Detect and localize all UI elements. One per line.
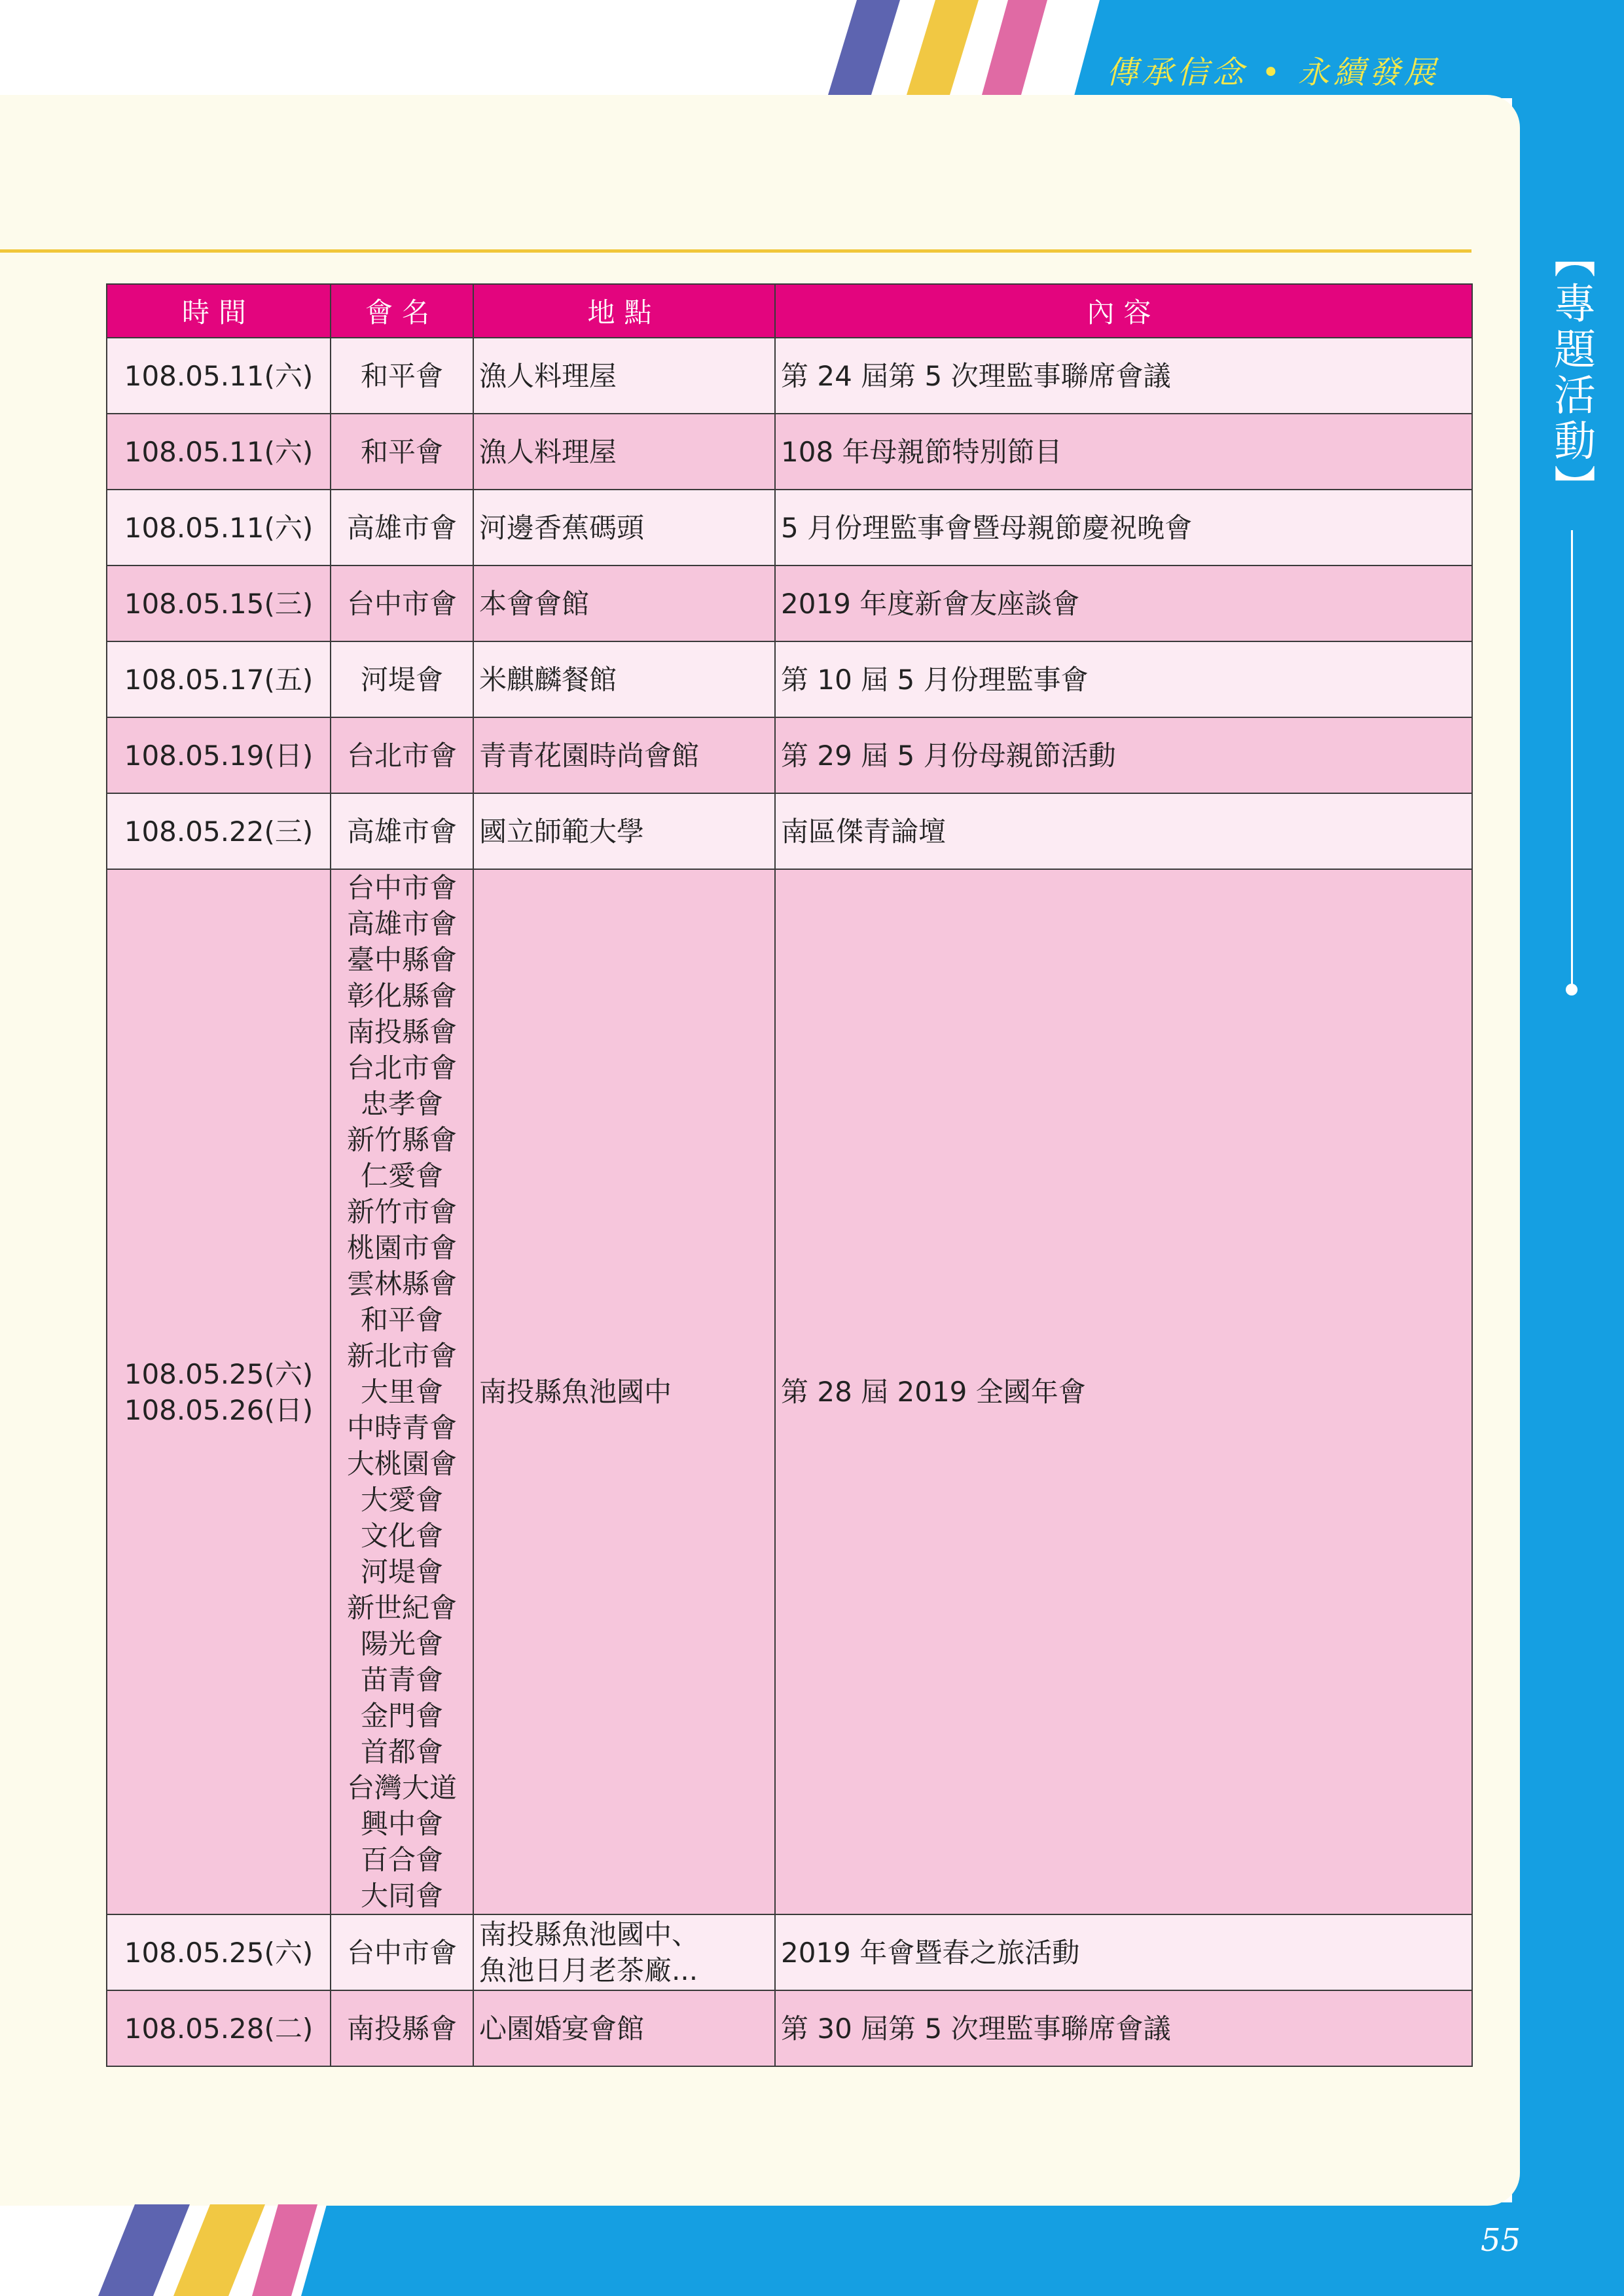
- cell-place-line: 漁人料理屋: [479, 435, 617, 468]
- cell-place-line: 心園婚宴會館: [479, 2012, 645, 2045]
- cell-date: [107, 414, 331, 490]
- cell-org-line: 金門會: [360, 1700, 443, 1732]
- cell-org-line: 台北市會: [346, 1052, 457, 1084]
- cell-org-line: 臺中縣會: [346, 944, 457, 976]
- table-row: [107, 717, 1472, 793]
- cell-org-line: 高雄市會: [346, 815, 457, 848]
- cell-content: 南區傑青論壇: [775, 793, 1472, 869]
- gold-divider: [0, 249, 1471, 253]
- cell-date: [107, 1990, 331, 2066]
- cell-date-line: 108.05.25(六): [124, 1936, 314, 1969]
- cell-date: [107, 565, 331, 641]
- header-place: 地點: [473, 284, 775, 338]
- cell-content: 第 29 屆 5 月份母親節活動: [775, 717, 1472, 793]
- cell-place-line: 南投縣魚池國中: [479, 1376, 672, 1408]
- table-row: [107, 1914, 1472, 1990]
- cell-place-line: 米麒麟餐館: [479, 663, 617, 696]
- cell-date-line: 108.05.19(日): [124, 739, 314, 772]
- cell-org-line: 大同會: [360, 1880, 443, 1912]
- cell-org-line: 高雄市會: [346, 908, 457, 940]
- table-row: [107, 338, 1472, 414]
- cell-org: [331, 717, 473, 793]
- cell-date-line: 108.05.11(六): [124, 511, 314, 544]
- table-row: [107, 869, 1472, 1914]
- cell-date-line: 108.05.17(五): [124, 663, 314, 696]
- decor-stripe-purple-bottom: [98, 2204, 190, 2296]
- cell-place: [473, 869, 775, 1914]
- cell-place: [473, 1990, 775, 2066]
- cell-org-line: 苗青會: [360, 1664, 443, 1696]
- cell-content: 108 年母親節特別節目: [775, 414, 1472, 490]
- cell-org-line: 台中市會: [346, 587, 457, 620]
- cell-org: [331, 565, 473, 641]
- cell-org-line: 新世紀會: [346, 1592, 457, 1624]
- header-org: 會名: [331, 284, 473, 338]
- cell-place: [473, 490, 775, 565]
- cell-date: [107, 641, 331, 717]
- activity-table: [106, 283, 1473, 2067]
- cell-org-line: 南投縣會: [346, 1016, 457, 1048]
- cell-org-line: 和平會: [360, 435, 443, 468]
- header-content: 內容: [775, 284, 1472, 338]
- cell-org-line: 文化會: [360, 1520, 443, 1552]
- section-title: 【專題活動】: [1547, 236, 1595, 511]
- cell-content: 5 月份理監事會暨母親節慶祝晚會: [775, 490, 1472, 565]
- cell-org-line: 台中市會: [346, 872, 457, 904]
- cell-org: [331, 338, 473, 414]
- table-header-row: [107, 284, 1472, 338]
- cell-place: [473, 641, 775, 717]
- cell-place-line: 魚池日月老茶廠...: [479, 1954, 698, 1986]
- cell-org-line: 大里會: [360, 1376, 443, 1408]
- cell-date: [107, 490, 331, 565]
- cell-org-line: 和平會: [360, 359, 443, 392]
- cell-date: [107, 1914, 331, 1990]
- cell-org-line: 新竹市會: [346, 1196, 457, 1228]
- decor-stripe-pink: [982, 0, 1047, 95]
- cell-content: 2019 年會暨春之旅活動: [775, 1914, 1472, 1990]
- cell-org-line: 仁愛會: [360, 1160, 443, 1192]
- decor-stripe-purple: [828, 0, 900, 95]
- table-row: [107, 414, 1472, 490]
- cell-org-line: 新竹縣會: [346, 1124, 457, 1156]
- cell-place-line: 國立師範大學: [479, 815, 645, 848]
- decor-stripe-yellow: [907, 0, 979, 95]
- cell-place-line: 河邊香蕉碼頭: [479, 511, 645, 544]
- side-rule-dot: [1566, 984, 1578, 996]
- page-number: 55: [1481, 2222, 1521, 2259]
- cell-org: [331, 1914, 473, 1990]
- cell-org-line: 台北市會: [346, 739, 457, 772]
- cell-date: [107, 717, 331, 793]
- cell-org: [331, 1990, 473, 2066]
- cell-org-line: 陽光會: [360, 1628, 443, 1660]
- cell-org-line: 新北市會: [346, 1340, 457, 1372]
- cell-content: 第 28 屆 2019 全國年會: [775, 869, 1472, 1914]
- cell-org-line: 高雄市會: [346, 511, 457, 544]
- cell-content: 第 30 屆第 5 次理監事聯席會議: [775, 1990, 1472, 2066]
- cell-place: [473, 565, 775, 641]
- cell-org: [331, 793, 473, 869]
- cell-org: [331, 641, 473, 717]
- cell-date-line: 108.05.11(六): [124, 359, 314, 392]
- cell-org: [331, 869, 473, 1914]
- cell-date: [107, 793, 331, 869]
- cell-org: [331, 414, 473, 490]
- cell-date-line: 108.05.26(日): [124, 1393, 314, 1426]
- cell-org-line: 大愛會: [360, 1484, 443, 1516]
- table-row: [107, 641, 1472, 717]
- cell-date-line: 108.05.15(三): [124, 587, 314, 620]
- header-slogan: 傳承信念 • 永續發展: [1106, 54, 1439, 91]
- table-row: [107, 1990, 1472, 2066]
- cell-org-line: 雲林縣會: [346, 1268, 457, 1300]
- cell-org-line: 台中市會: [346, 1936, 457, 1969]
- cell-org-line: 河堤會: [360, 663, 443, 696]
- table-row: [107, 490, 1472, 565]
- cell-place-line: 本會會館: [479, 587, 590, 620]
- cell-date-line: 108.05.11(六): [124, 435, 314, 468]
- cell-date: [107, 338, 331, 414]
- cell-org-line: 興中會: [360, 1808, 443, 1840]
- header-date: 時間: [107, 284, 331, 338]
- cell-content: 第 24 屆第 5 次理監事聯席會議: [775, 338, 1472, 414]
- cell-org-line: 和平會: [360, 1304, 443, 1336]
- table-body: [107, 338, 1472, 2066]
- cell-org-line: 河堤會: [360, 1556, 443, 1588]
- cell-org-line: 首都會: [360, 1736, 443, 1768]
- cell-place: [473, 1914, 775, 1990]
- cell-content: 2019 年度新會友座談會: [775, 565, 1472, 641]
- cell-content: 第 10 屆 5 月份理監事會: [775, 641, 1472, 717]
- cell-date-line: 108.05.22(三): [124, 815, 314, 848]
- cell-org-line: 百合會: [360, 1844, 443, 1876]
- cell-place: [473, 338, 775, 414]
- cell-org-line: 台灣大道: [346, 1772, 457, 1804]
- cell-place: [473, 717, 775, 793]
- cell-place-line: 南投縣魚池國中、: [479, 1918, 700, 1950]
- cell-date-line: 108.05.28(二): [124, 2012, 314, 2045]
- cell-place-line: 青青花園時尚會館: [479, 739, 700, 772]
- cell-org-line: 桃園市會: [346, 1232, 457, 1264]
- cell-date: [107, 869, 331, 1914]
- cell-place: [473, 793, 775, 869]
- side-rule: [1571, 530, 1573, 988]
- cell-place: [473, 414, 775, 490]
- table-row: [107, 565, 1472, 641]
- cell-place-line: 漁人料理屋: [479, 359, 617, 392]
- cell-org-line: 大桃園會: [346, 1448, 457, 1480]
- cell-org: [331, 490, 473, 565]
- cell-org-line: 南投縣會: [346, 2012, 457, 2045]
- cell-org-line: 忠孝會: [360, 1088, 443, 1120]
- cell-date-line: 108.05.25(六): [124, 1357, 314, 1390]
- cell-org-line: 中時青會: [346, 1412, 457, 1444]
- table-row: [107, 793, 1472, 869]
- decor-stripe-yellow-bottom: [173, 2204, 265, 2296]
- cell-org-line: 彰化縣會: [346, 980, 457, 1012]
